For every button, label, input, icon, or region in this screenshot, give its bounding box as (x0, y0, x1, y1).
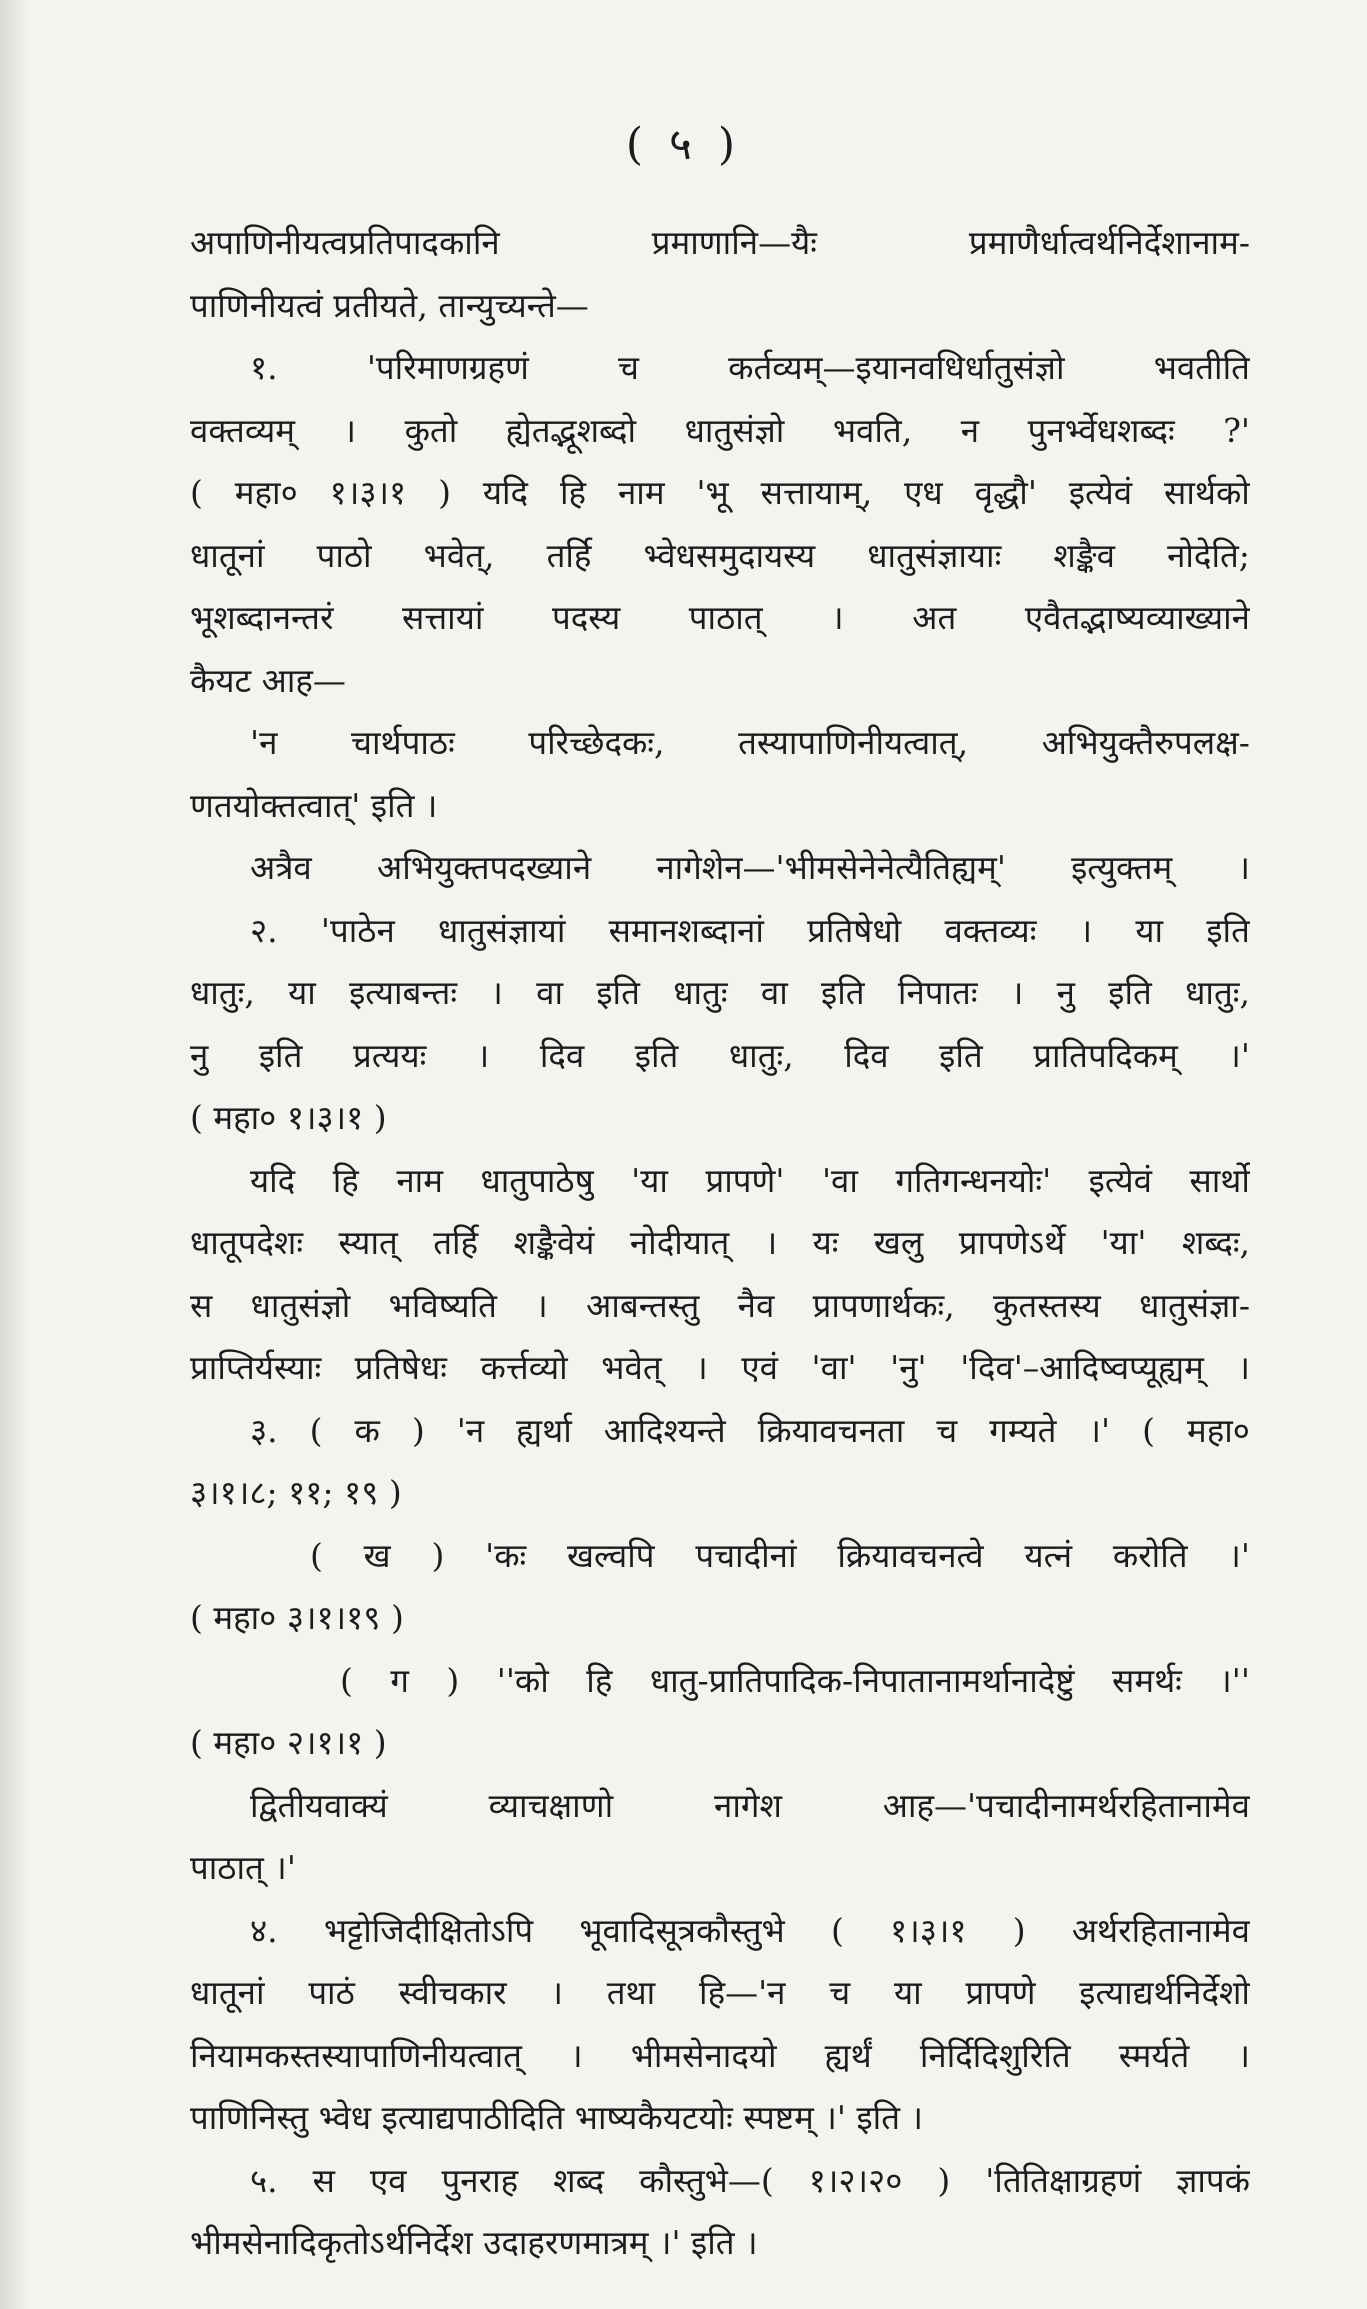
word: सार्थो (1189, 1160, 1250, 1200)
word: क्रियावचनता (757, 1410, 905, 1450)
word: यत्नं (1024, 1535, 1073, 1575)
text-line (190, 1150, 1250, 1213)
word: धातूनां (190, 535, 265, 575)
word: 'कः (485, 1535, 527, 1575)
text-line (190, 1900, 1250, 1963)
word: १।३।१ (329, 473, 407, 512)
word: । (764, 1223, 778, 1262)
word: धातुसंज्ञो (250, 1285, 351, 1325)
text-line: भीमसेनादिकृतोऽर्थनिर्देश उदाहरणमात्रम् ।' इति । (190, 2223, 758, 2262)
word: महा० (1186, 1410, 1250, 1450)
word: धातुसंज्ञो (684, 410, 785, 450)
word: ( (340, 1660, 353, 1700)
word: १।२।२० (808, 2160, 903, 2200)
word: ह्यर्था (516, 1410, 572, 1450)
text-line (190, 400, 1250, 463)
word: दिव (844, 1035, 889, 1075)
page-number: ( ५ ) (625, 119, 742, 170)
word: स्यात् (338, 1223, 398, 1262)
word: तर्हि (546, 535, 592, 575)
word: इति (634, 1035, 679, 1075)
word: नैव (737, 1285, 775, 1325)
word: ।' (1228, 1035, 1250, 1075)
word: समानशब्दानां (608, 910, 764, 950)
word: च (618, 348, 639, 387)
word: । (535, 1285, 548, 1325)
word: चार्थपाठः (351, 723, 455, 762)
word: ''को (496, 1660, 549, 1700)
word: भवेत् (601, 1348, 662, 1387)
word: । (1237, 1348, 1250, 1387)
text-line (190, 962, 1250, 1025)
word: 'न (456, 1410, 485, 1450)
word: ) (937, 2160, 951, 2200)
text-line: ( महा० २।१।१ ) (190, 1723, 387, 1762)
word: आह—'पचादीनामर्थरहितानामेव (882, 1785, 1250, 1825)
word: यः (812, 1223, 839, 1262)
word: स्मर्यते (1118, 2035, 1190, 2075)
word: अत्रैव (250, 848, 312, 887)
word: यदि (250, 1160, 296, 1200)
word: अभियुक्तैरुपलक्ष- (1041, 723, 1250, 762)
word: धातूपदेशः (190, 1223, 304, 1262)
word: 'भू (696, 473, 729, 512)
word: १।३।१ (890, 1910, 967, 1950)
word: गतिगन्धनयोः' (895, 1160, 1052, 1200)
word: ।'' (1219, 1660, 1250, 1700)
word: । (831, 598, 844, 637)
word: हि (586, 1660, 613, 1700)
word: परिच्छेदकः, (528, 723, 665, 762)
text-line (190, 2025, 1250, 2088)
text-line (190, 1650, 1250, 1713)
text-line (190, 212, 1250, 275)
word: 'न (250, 723, 278, 762)
word: इति (939, 1035, 983, 1075)
word: नु (190, 1035, 209, 1075)
text-line (190, 900, 1250, 963)
text-line (190, 1275, 1250, 1338)
word: एव (369, 2160, 407, 2200)
text-line: ३।१।८; ११; १९ ) (190, 1473, 402, 1512)
text-line: ( महा० ३।१।१९ ) (190, 1598, 404, 1637)
word: ) (411, 1410, 425, 1450)
word: कौस्तुभे—( (639, 2160, 774, 2200)
word: पदस्य (551, 598, 621, 637)
word: पाठं (308, 1973, 355, 2012)
word: ) (1012, 1910, 1026, 1950)
word: स्वीचकार (398, 1973, 507, 2012)
text-line (190, 1525, 1250, 1588)
word: प्रतिषेधः (354, 1348, 447, 1387)
word: महा० (234, 473, 298, 512)
word: गम्यते (989, 1410, 1057, 1450)
word: ( (830, 1910, 844, 1950)
word: तथा (606, 1973, 656, 2012)
word: खलु (873, 1223, 924, 1262)
word: च (829, 1973, 851, 2012)
word: शङ्कैव (1053, 535, 1115, 575)
word: एध (904, 473, 943, 512)
word: इति (258, 1035, 303, 1075)
word: धातुः, (190, 973, 255, 1012)
word: 'या' (1100, 1223, 1147, 1262)
word: भविष्यति (388, 1285, 497, 1325)
word: सत्तायाम्, (760, 473, 873, 512)
word: ) (431, 1535, 445, 1575)
word: 'परिमाणग्रहणं (366, 348, 529, 387)
word: ज्ञापकं (1176, 2160, 1250, 2200)
word: 'वा' (811, 1348, 857, 1387)
word: इत्येवं (1068, 473, 1133, 512)
text-line (190, 1212, 1250, 1275)
word: व्याचक्षाणो (488, 1785, 614, 1825)
word: या (1135, 910, 1164, 950)
text-line: पाणिनीयत्वं प्रतीयते, तान्युच्यन्ते— (190, 285, 589, 325)
body-text (190, 212, 1250, 2275)
word: पुनर्भ्वेधशब्दः (1027, 410, 1175, 450)
word: ( (309, 1410, 323, 1450)
word: ( (190, 473, 203, 512)
word: वा (536, 973, 564, 1012)
word: इत्युक्तम् (1071, 848, 1173, 887)
word: आदिश्यन्ते (603, 1410, 726, 1450)
word: आबन्तस्तु (586, 1285, 700, 1325)
text-line (190, 587, 1250, 650)
word: ?' (1223, 410, 1250, 450)
word: भवतीति (1153, 348, 1250, 387)
word: कर्त्तव्यो (480, 1348, 568, 1387)
word: ख (363, 1535, 391, 1575)
text-line: पाठात् ।' (190, 1848, 296, 1887)
word: ग (390, 1660, 409, 1700)
word: प्रतिषेधो (807, 910, 902, 950)
word: नोदेति; (1167, 535, 1250, 575)
word: 'वा (821, 1160, 858, 1200)
word: ( (310, 1535, 323, 1575)
word: ।' (1088, 1410, 1111, 1450)
word: हि—'न (699, 1973, 786, 2012)
word: 'नु' (890, 1348, 927, 1387)
text-line (190, 1775, 1250, 1838)
word: हि (332, 1160, 359, 1200)
text-line (190, 1962, 1250, 2025)
word: समर्थः (1112, 1660, 1182, 1700)
word: वक्तव्यः (944, 910, 1037, 950)
word: । (695, 1348, 708, 1387)
word: इत्याद्यर्थनिर्देशो (1079, 1973, 1250, 2012)
word: । (1010, 973, 1024, 1012)
word: ( (1142, 1410, 1155, 1450)
text-line (190, 337, 1250, 400)
text-line: ( महा० १।३।१ ) (190, 1098, 387, 1137)
word: भूशब्दानन्तरं (190, 598, 334, 637)
word: धातुसंज्ञा- (1139, 1285, 1250, 1325)
word: धातुः, (1185, 973, 1250, 1012)
text-line (190, 1400, 1250, 1463)
text-line (190, 462, 1250, 525)
word: सार्थको (1164, 473, 1250, 512)
word: भीमसेनादयो (630, 2035, 777, 2075)
word: कुतस्तस्य (993, 1285, 1101, 1325)
word: धातुसंज्ञायाः (867, 535, 1002, 575)
word: शब्द (553, 2160, 605, 2200)
word: भट्टोजिदीक्षितोऽपि (323, 1910, 534, 1950)
word: ।' (1228, 1535, 1250, 1575)
word: स (190, 1285, 213, 1325)
word: शङ्कैवेयं (513, 1223, 595, 1262)
word: । (343, 410, 357, 450)
word: अत (912, 598, 957, 637)
word: इति (821, 973, 865, 1012)
word: । (490, 973, 503, 1012)
word: इत्याबन्तः (349, 973, 458, 1012)
word: दिव (539, 1035, 585, 1075)
word: अर्थरहितानामेव (1071, 1910, 1250, 1950)
word: १. (250, 348, 278, 387)
text-line (190, 2150, 1250, 2213)
word: प्रत्ययः (352, 1035, 427, 1075)
word: नु (1056, 973, 1075, 1012)
word: क (354, 1410, 380, 1450)
word: या (894, 1973, 922, 2012)
word: ३. (250, 1410, 278, 1450)
word: 'या (631, 1160, 668, 1200)
text-line: णतयोक्तत्वात्' इति । (190, 785, 438, 825)
word: ) (446, 1660, 460, 1700)
word: कुतो (404, 410, 458, 450)
word: धातुपाठेषु (480, 1160, 594, 1200)
text-line: पाणिनिस्तु भ्वेध इत्याद्यपाठीदिति भाष्यकैयटयोः स्पष्टम् ।' इति । (190, 2098, 924, 2137)
word: ५. (250, 2160, 278, 2200)
word: । (476, 1035, 490, 1075)
word: तस्यापाणिनीयत्वात्, (738, 723, 969, 762)
word: । (1079, 910, 1093, 950)
word: भूवादिसूत्रकौस्तुभे (579, 1910, 785, 1950)
word: तर्हि (433, 1223, 479, 1262)
word: हि (559, 473, 587, 512)
word: 'दिव'–आदिष्वप्यूह्यम् (960, 1348, 1204, 1387)
word: नोदीयात् (629, 1223, 730, 1262)
word: ह्येतद्भूशब्दो (505, 410, 637, 450)
word: पाठात् (688, 598, 763, 637)
word: पाठो (316, 535, 372, 575)
word: वा (760, 973, 788, 1012)
word: पुनराह (441, 2160, 519, 2200)
word: प्राप्तिर्यस्याः (190, 1348, 322, 1387)
word: धातु-प्रातिपादिक-निपातानामर्थानादेष्टुं (649, 1660, 1075, 1700)
word: । (550, 1973, 563, 2012)
word: भवेत्, (423, 535, 495, 575)
word: पचादीनां (695, 1535, 797, 1575)
word: प्रमाणानि—यैः (651, 223, 817, 262)
word: या (288, 973, 316, 1012)
word: धातुः, (728, 1035, 794, 1075)
word: कर्तव्यम्—इयानवधिर्धातुसंज्ञो (728, 348, 1065, 387)
word: नाम (396, 1160, 443, 1200)
word: 'तितिक्षाग्रहणं (985, 2160, 1142, 2200)
word: एवैतद्भाष्यव्याख्याने (1024, 598, 1250, 637)
word: धातुसंज्ञायां (438, 910, 566, 950)
word: अपाणिनीयत्वप्रतिपादकानि (190, 223, 500, 262)
word: प्रापणेऽर्थे (958, 1223, 1066, 1262)
word: इत्येवं (1088, 1160, 1152, 1200)
word: नागेशेन—'भीमसेनेनेत्यैतिह्यम्' (656, 848, 1006, 887)
word: । (1237, 2035, 1250, 2075)
word: प्रापणे (965, 1973, 1036, 2012)
word: करोति (1112, 1535, 1188, 1575)
word: ) (438, 473, 451, 512)
word: शब्दः, (1181, 1223, 1250, 1262)
text-line: कैयट आह— (190, 660, 346, 700)
word: वृद्धौ' (974, 473, 1037, 512)
word: इति (1108, 973, 1152, 1012)
text-line (190, 1025, 1250, 1088)
page-edge-shadow (0, 0, 28, 2309)
text-line (190, 1337, 1250, 1400)
word: नाम (617, 473, 665, 512)
word: प्रमाणैर्धात्वर्थनिर्देशानाम- (968, 223, 1250, 262)
word: एवं (741, 1348, 778, 1387)
text-line (190, 712, 1250, 775)
word: यदि (482, 473, 529, 512)
word: नियामकस्तस्यापाणिनीयत्वात् (190, 2035, 522, 2075)
word: सत्तायां (402, 598, 484, 637)
word: क्रियावचनत्वे (837, 1535, 984, 1575)
word: ४. (250, 1910, 278, 1950)
word: न (960, 410, 980, 450)
word: प्रापणार्थकः, (812, 1285, 955, 1325)
word: प्रातिपदिकम् (1033, 1035, 1178, 1075)
word: । (570, 2035, 583, 2075)
text-line (190, 837, 1250, 900)
word: भवति, (832, 410, 913, 450)
word: धातुः (673, 973, 728, 1012)
word: भ्वेधसमुदायस्य (643, 535, 816, 575)
word: ह्यर्थं (824, 2035, 872, 2075)
word: निर्दिदिशुरिति (919, 2035, 1071, 2075)
word: खल्वपि (567, 1535, 655, 1575)
text-line (190, 525, 1250, 588)
word: च (936, 1410, 958, 1450)
word: नागेश (714, 1785, 782, 1825)
word: । (1237, 848, 1250, 887)
word: निपातः (897, 973, 978, 1012)
word: इति (596, 973, 640, 1012)
word: धातूनां (190, 1973, 265, 2012)
word: अभियुक्तपदख्याने (376, 848, 592, 887)
word: स (312, 2160, 335, 2200)
word: २. (250, 910, 278, 950)
word: वक्तव्यम् (190, 410, 296, 450)
word: द्वितीयवाक्यं (250, 1785, 388, 1825)
word: इति (1206, 910, 1250, 950)
word: 'पाठेन (320, 910, 395, 950)
word: प्रापणे' (705, 1160, 785, 1200)
